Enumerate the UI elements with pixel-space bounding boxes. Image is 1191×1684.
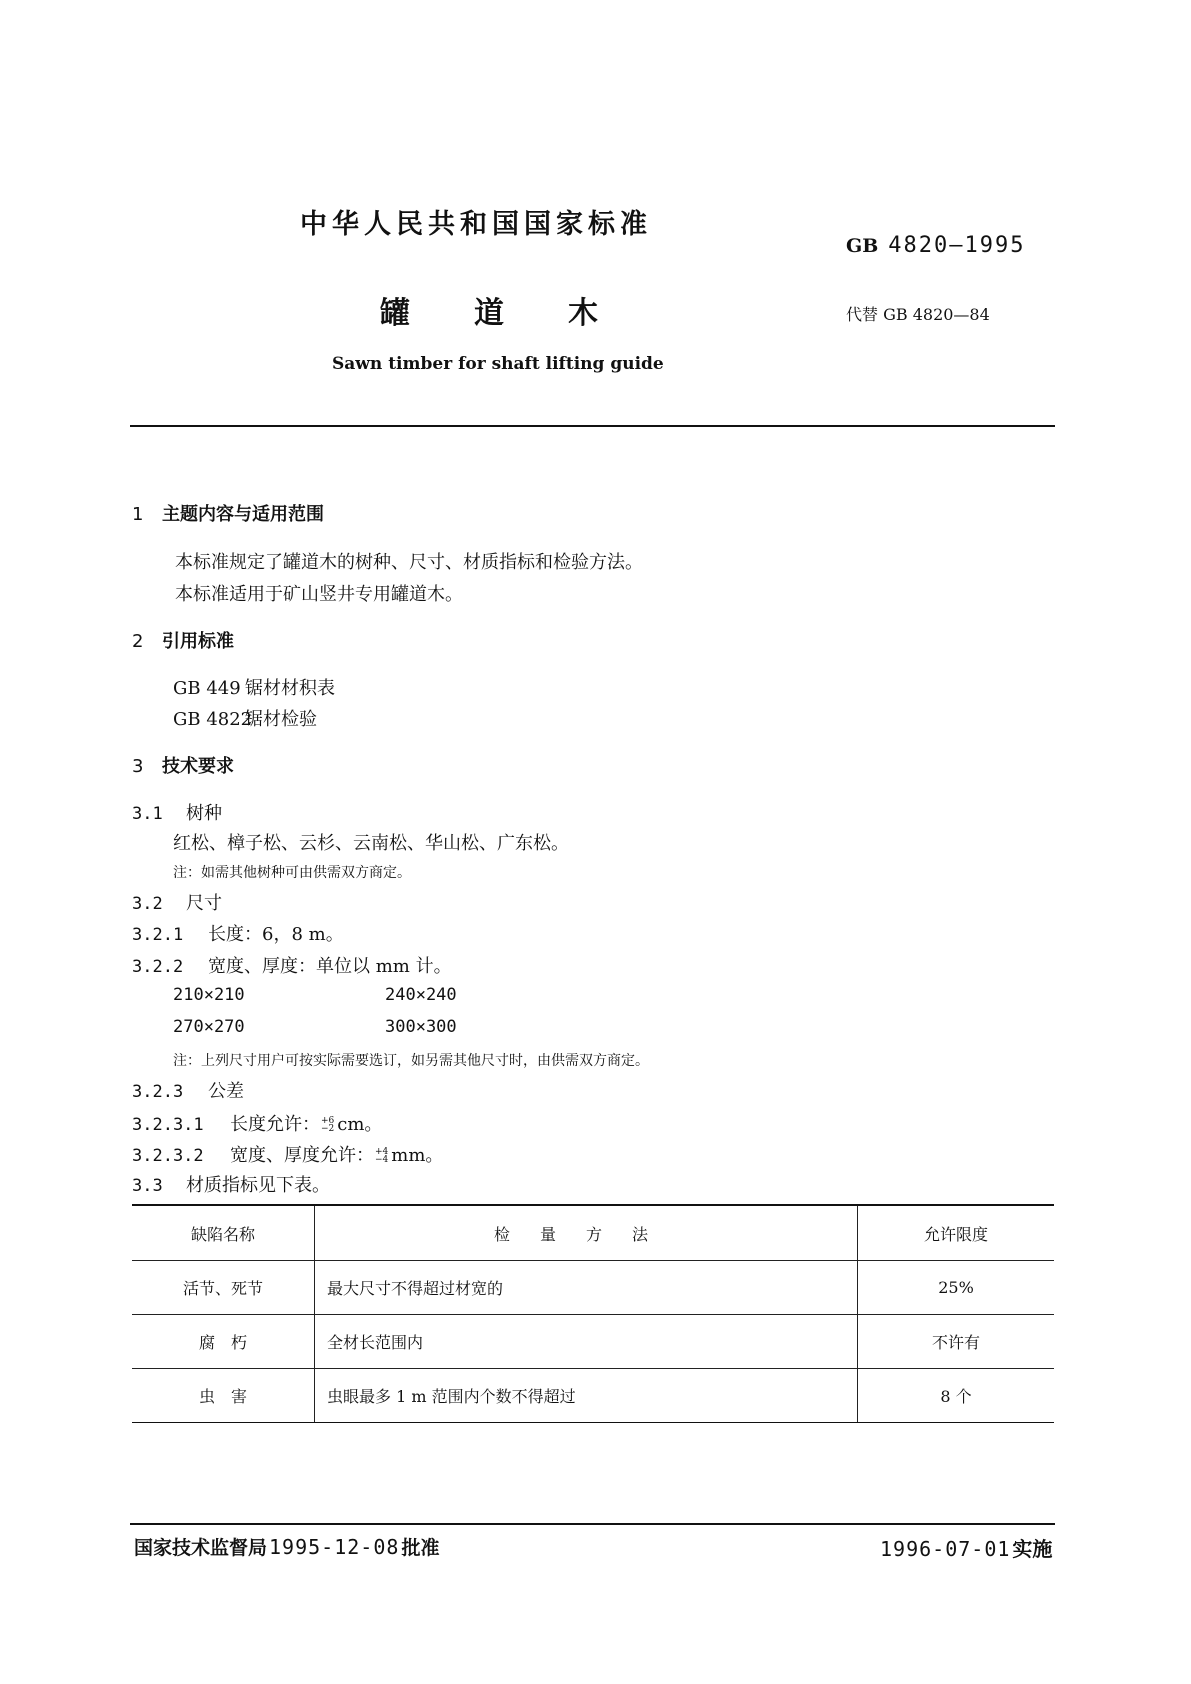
- width-tolerance-text: 宽度、厚度允许：: [230, 1145, 374, 1166]
- section-3-3: [132, 1171, 330, 1197]
- implementation-line: [880, 1533, 1052, 1562]
- size-value: 210×210: [173, 985, 245, 1005]
- section-3-2-title: 尺寸: [186, 893, 222, 914]
- section-3-2-3-2-number: 3.2.3.2: [132, 1146, 204, 1166]
- width-tolerance-unit: mm。: [391, 1145, 444, 1166]
- table-row: [132, 1369, 1054, 1423]
- section-3-2-1: [132, 920, 344, 946]
- implementation-word: 实施: [1012, 1537, 1053, 1561]
- title-char-2: 道: [474, 296, 504, 331]
- footer-rule: [130, 1523, 1055, 1525]
- section-3-2-3-number: 3.2.3: [132, 1082, 184, 1102]
- method-cell: 虫眼最多 1 m 范围内个数不得超过: [315, 1369, 858, 1423]
- title-english: Sawn timber for shaft lifting guide: [332, 354, 664, 374]
- section-2-heading: [132, 627, 234, 653]
- approval-line: [134, 1533, 439, 1560]
- section-3-2-3-1-number: 3.2.3.1: [132, 1115, 204, 1135]
- section-3-2-number: 3.2: [132, 894, 163, 914]
- section-3-heading: [132, 752, 234, 778]
- approval-org: 国家技术监督局: [134, 1537, 268, 1559]
- title-chinese: [380, 288, 598, 332]
- table-header-row: [132, 1205, 1054, 1261]
- section-3-1-heading: [132, 799, 222, 825]
- section-3-1-title: 树种: [186, 803, 222, 824]
- section-3-3-number: 3.3: [132, 1176, 163, 1196]
- section-3-2-heading: [132, 889, 222, 915]
- code-number: 4820—1995: [888, 233, 1026, 258]
- header-method: 检量方法: [315, 1205, 858, 1261]
- table-row: [132, 1261, 1054, 1315]
- reference-code: GB 4822: [173, 709, 253, 730]
- method-cell: 全材长范围内: [315, 1315, 858, 1369]
- section-3-1-number: 3.1: [132, 804, 163, 824]
- section-1-number: 1: [132, 504, 144, 525]
- standard-name: 中华人民共和国国家标准: [300, 209, 652, 240]
- size-value: 300×300: [385, 1017, 457, 1037]
- reference-item: [173, 674, 335, 700]
- length-text: 长度：6，8 m。: [208, 924, 344, 945]
- defect-name-cell: 活节、死节: [132, 1261, 315, 1315]
- width-tolerance-upper: +4: [375, 1147, 389, 1157]
- section-3-2-3-2: [132, 1141, 443, 1167]
- section-1-heading: [132, 500, 324, 526]
- section-2-title: 引用标准: [162, 631, 234, 652]
- table-row: [132, 1315, 1054, 1369]
- limit-cell: 8 个: [858, 1369, 1055, 1423]
- section-1-para-2: 本标准适用于矿山竖井专用罐道木。: [175, 584, 463, 605]
- width-tolerance-lower: −4: [375, 1155, 389, 1165]
- standard-code: [846, 233, 1026, 258]
- width-thickness-text: 宽度、厚度：单位以 mm 计。: [208, 956, 452, 977]
- section-3-2-1-number: 3.2.1: [132, 925, 184, 945]
- length-tolerance-text: 长度允许：: [230, 1114, 320, 1135]
- section-1-title: 主题内容与适用范围: [162, 504, 324, 525]
- title-char-1: 罐: [380, 296, 410, 331]
- section-3-2-3-heading: [132, 1077, 244, 1103]
- size-value: 270×270: [173, 1017, 245, 1037]
- header-defect-name: 缺陷名称: [132, 1205, 315, 1261]
- quality-index-table: [132, 1204, 1054, 1423]
- section-3-2-2: [132, 952, 452, 978]
- length-tolerance-upper: +6: [321, 1116, 335, 1126]
- limit-cell: 不许有: [858, 1315, 1055, 1369]
- implementation-date: 1996-07-01: [880, 1537, 1011, 1561]
- title-char-3: 木: [568, 296, 598, 331]
- size-value: 240×240: [385, 985, 457, 1005]
- defect-name-cell: 腐 朽: [132, 1315, 315, 1369]
- species-list: 红松、樟子松、云杉、云南松、华山松、广东松。: [173, 833, 569, 854]
- replaces-note: 代替 GB 4820—84: [846, 305, 990, 324]
- approval-word: 批准: [401, 1537, 440, 1559]
- species-note: 注：如需其他树种可由供需双方商定。: [173, 865, 411, 881]
- reference-item: [173, 705, 317, 731]
- reference-name: 锯材材积表: [245, 678, 335, 699]
- section-2-number: 2: [132, 631, 144, 652]
- reference-code: GB 449: [173, 678, 241, 699]
- size-note: 注：上列尺寸用户可按实际需要选订，如另需其他尺寸时，由供需双方商定。: [173, 1053, 649, 1069]
- length-tolerance-unit: cm。: [337, 1114, 383, 1135]
- header-rule: [130, 425, 1055, 427]
- section-3-2-3-1: [132, 1110, 382, 1136]
- section-1-para-1: 本标准规定了罐道木的树种、尺寸、材质指标和检验方法。: [175, 552, 643, 573]
- limit-cell: 25%: [858, 1261, 1055, 1315]
- section-3-2-2-number: 3.2.2: [132, 957, 184, 977]
- section-3-title: 技术要求: [162, 756, 234, 777]
- method-cell: 最大尺寸不得超过材宽的: [315, 1261, 858, 1315]
- header-limit: 允许限度: [858, 1205, 1055, 1261]
- approval-date: 1995-12-08: [269, 1535, 400, 1559]
- section-3-3-text: 材质指标见下表。: [186, 1175, 330, 1196]
- section-3-number: 3: [132, 756, 144, 777]
- defect-name-cell: 虫 害: [132, 1369, 315, 1423]
- reference-name: 锯材检验: [245, 709, 317, 730]
- length-tolerance-lower: −2: [321, 1124, 335, 1134]
- section-3-2-3-title: 公差: [208, 1081, 244, 1102]
- code-prefix: GB: [846, 235, 879, 257]
